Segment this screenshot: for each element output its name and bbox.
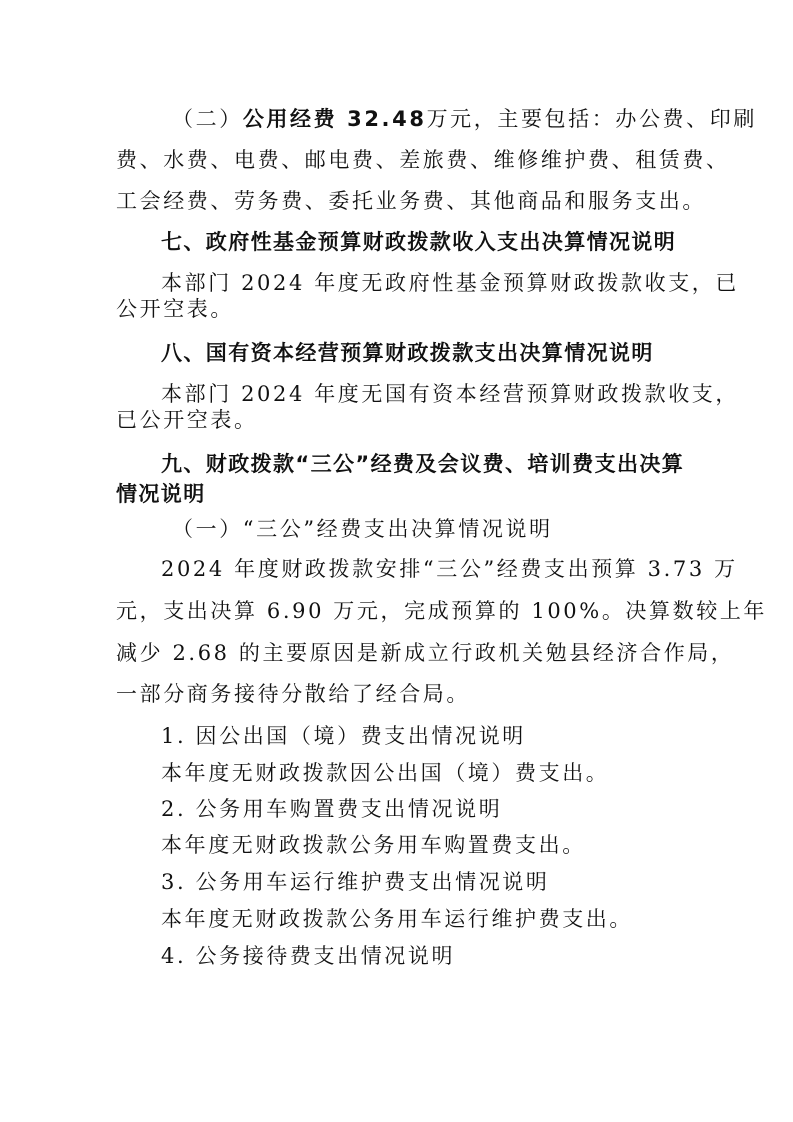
item-1-text: 本年度无财政拨款因公出国（境）费支出。 (161, 761, 610, 785)
item-3-text: 本年度无财政拨款公务用车运行维护费支出。 (161, 907, 633, 931)
section-7-line-2: 公开空表。 (116, 297, 234, 321)
section-8-heading: 八、国有资本经营预算财政拨款支出决算情况说明 (161, 341, 654, 365)
three-public-line-3: 减少 2.68 的主要原因是新成立行政机关勉县经济合作局， (116, 641, 735, 665)
public-funds-line-2: 费、水费、电费、邮电费、差旅费、维修维护费、租赁费、 (116, 148, 730, 172)
item-4-title: 4. 公务接待费支出情况说明 (161, 944, 456, 968)
three-public-line-4: 一部分商务接待分散给了经合局。 (116, 682, 470, 706)
item-2-text: 本年度无财政拨款公务用车购置费支出。 (161, 833, 586, 857)
item-2-title: 2. 公务用车购置费支出情况说明 (161, 797, 503, 821)
item-1-title: 1. 因公出国（境）费支出情况说明 (161, 724, 526, 748)
public-funds-line-3: 工会经费、劳务费、委托业务费、其他商品和服务支出。 (116, 189, 706, 213)
three-public-line-1: 2024 年度财政拨款安排“三公”经费支出预算 3.73 万 (161, 557, 738, 581)
section-7-line-1: 本部门 2024 年度无政府性基金预算财政拨款收支，已 (161, 271, 739, 295)
section-9-heading-line-1: 九、财政拨款“三公”经费及会议费、培训费支出决算 (161, 452, 685, 476)
three-public-subheading: （一）“三公”经费支出决算情况说明 (172, 517, 553, 541)
public-funds-line-1 (172, 104, 757, 134)
section-9-heading-line-2: 情况说明 (116, 482, 206, 506)
section-number: （二） (172, 107, 243, 131)
public-funds-text: 万元，主要包括：办公费、印刷 (426, 107, 757, 131)
section-8-line-1: 本部门 2024 年度无国有资本经营预算财政拨款收支， (161, 382, 739, 406)
section-8-line-2: 已公开空表。 (116, 408, 258, 432)
public-funds-amount: 公用经费 32.48 (242, 107, 427, 131)
three-public-line-2: 元，支出决算 6.90 万元，完成预算的 100%。决算数较上年 (116, 599, 768, 623)
item-3-title: 3. 公务用车运行维护费支出情况说明 (161, 870, 550, 894)
section-7-heading: 七、政府性基金预算财政拨款收入支出决算情况说明 (161, 230, 677, 254)
